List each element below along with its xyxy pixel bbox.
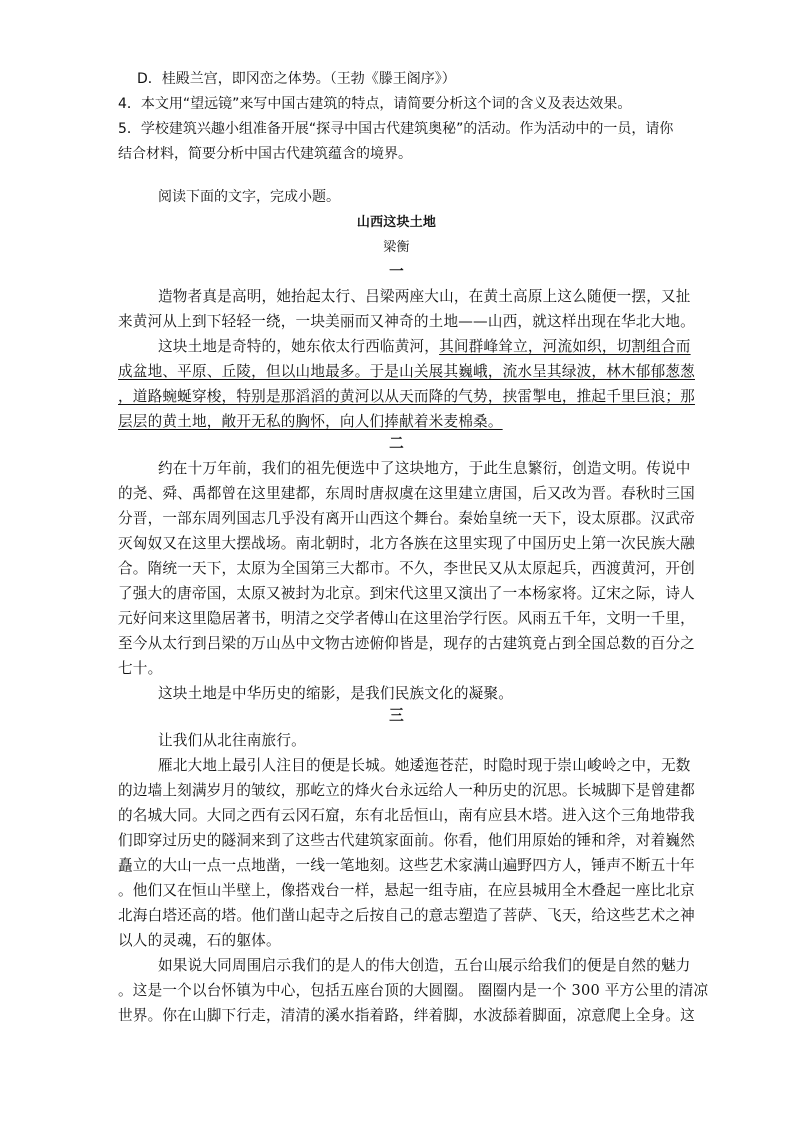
section-2-line-7: 元好问来这里隐居著书，明清之交学者傅山在这里治学行医。风雨五千年，文明一千里， bbox=[118, 610, 695, 627]
section-1-para-2-line-1-plain: 这块土地是奇特的，她东依太行西临黄河， bbox=[158, 338, 440, 355]
article-title: 山西这块土地 bbox=[356, 215, 437, 230]
question-4: 4．本文用“望远镜”来写中国古建筑的特点，请简要分析这个词的含义及表达效果。 bbox=[118, 96, 632, 112]
section-heading-1: 一 bbox=[389, 263, 404, 280]
question-5-line-1: 5．学校建筑兴趣小组准备开展“探寻中国古代建筑奥秘”的活动。作为活动中的一员，请你 bbox=[118, 121, 674, 137]
section-heading-2: 二 bbox=[389, 435, 404, 452]
section-2-line-9: 七十。 bbox=[118, 660, 163, 677]
option-d: D．桂殿兰宫，即冈峦之体势。（王勃《滕王阁序》） bbox=[137, 71, 456, 87]
section-3-line-1: 雁北大地上最引人注目的便是长城。她逶迤苍茫，时隐时现于崇山峻岭之中，无数 bbox=[158, 757, 691, 774]
section-heading-3: 三 bbox=[389, 707, 404, 724]
section-3-line-8: 以人的灵魂，石的躯体。 bbox=[118, 932, 281, 949]
section-2-line-4: 灭匈奴又在这里大摆战场。南北朝时，北方各族在这里实现了中国历史上第一次民族大融 bbox=[118, 535, 695, 552]
underlined-passage-start: 其间群峰耸立，河流如织，切割组合而 bbox=[439, 338, 691, 355]
section-3-line-6: 。他们又在恒山半壁上，像搭戏台一样，悬起一组寺庙，在应县城用全木叠起一座比北京 bbox=[118, 882, 695, 899]
section-3-line-5: 矗立的大山一点一点地凿，一线一笔地刻。这些艺术家满山遍野四方人，锤声不断五十年 bbox=[118, 857, 695, 874]
section-3-para-3-line-2: 。这是一个以台怀镇为中心，包括五座台顶的大圆圈。 圈圈内是一个 300 平方公里的清凉 bbox=[118, 982, 709, 999]
underlined-passage-line-3: ，道路蜿蜒穿梭，特别是那滔滔的黄河以从天而降的气势，挟雷掣电，推起千里巨浪；那 bbox=[118, 388, 695, 405]
section-3-line-3: 的名城大同。大同之西有云冈石窟，东有北岳恒山，南有应县木塔。进入这个三角地带我 bbox=[118, 807, 695, 824]
section-2-line-8: 至今从太行到吕梁的万山丛中文物古迹俯仰皆是，现存的古建筑竟占到全国总数的百分之 bbox=[118, 635, 695, 652]
section-2-para-2: 这块土地是中华历史的缩影，是我们民族文化的凝聚。 bbox=[158, 685, 514, 702]
section-2-line-1: 约在十万年前，我们的祖先便选中了这块地方，于此生息繁衍，创造文明。传说中 bbox=[158, 460, 691, 477]
question-5-line-2: 结合材料，简要分析中国古代建筑蕴含的境界。 bbox=[118, 146, 412, 162]
section-3-line-4: 们即穿过历史的隧洞来到了这些古代建筑家面前。你看，他们用原始的锤和斧，对着巍然 bbox=[118, 832, 695, 849]
section-2-line-2: 的尧、舜、禹都曾在这里建都，东周时唐叔虞在这里建立唐国，后又改为晋。春秋时三国 bbox=[118, 485, 695, 502]
section-2-line-6: 了强大的唐帝国，太原又被封为北京。到宋代这里又演出了一本杨家将。辽宋之际，诗人 bbox=[118, 585, 695, 602]
underlined-passage-line-4: 层层的黄土地，敞开无私的胸怀，向人们捧献着米麦棉桑。 bbox=[118, 413, 503, 430]
section-1-para-1-line-1: 造物者真是高明，她抬起太行、吕梁两座大山，在黄土高原上这么随便一摆，又扯 bbox=[158, 288, 691, 305]
section-3-para-3-line-1: 如果说大同周围启示我们的是人的伟大创造，五台山展示给我们的便是自然的魅力 bbox=[158, 957, 691, 974]
section-2-line-3: 分晋，一部东周列国志几乎没有离开山西这个舞台。秦始皇统一天下，设太原郡。汉武帝 bbox=[118, 510, 695, 527]
section-1-para-2-line-1 bbox=[158, 335, 691, 356]
section-1-para-1-line-2: 来黄河从上到下轻轻一绕，一块美丽而又神奇的土地——山西，就这样出现在华北大地。 bbox=[118, 313, 695, 330]
section-3-para-1: 让我们从北往南旅行。 bbox=[158, 732, 306, 749]
section-3-para-3-line-3: 世界。你在山脚下行走，清清的溪水指着路，绊着脚，水波舔着脚面，凉意爬上全身。这 bbox=[118, 1007, 695, 1024]
reading-instruction: 阅读下面的文字，完成小题。 bbox=[158, 189, 340, 205]
article-author: 梁衡 bbox=[383, 240, 410, 255]
section-3-line-2: 的边墙上刻满岁月的皱纹，那屹立的烽火台永远给人一种历史的沉思。长城脚下是曾建都 bbox=[118, 782, 695, 799]
section-2-line-5: 合。隋统一天下，太原为全国第三大都市。不久，李世民又从太原起兵，西渡黄河，开创 bbox=[118, 560, 695, 577]
underlined-passage-line-2: 成盆地、平原、丘陵，但以山地最多。于是山关展其巍峨，流水呈其绿波，林木郁郁葱葱 bbox=[118, 363, 695, 380]
section-3-line-7: 北海白塔还高的塔。他们凿山起寺之后按自己的意志塑造了菩萨、飞天，给这些艺术之神 bbox=[118, 907, 695, 924]
